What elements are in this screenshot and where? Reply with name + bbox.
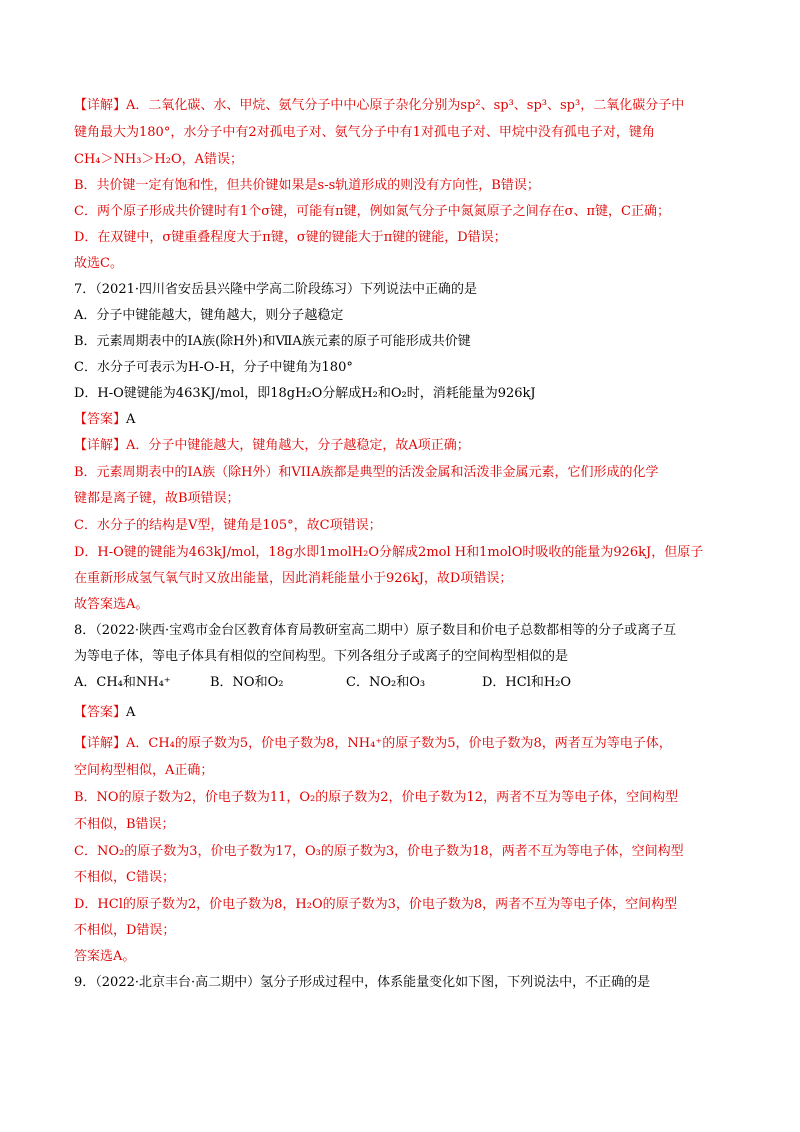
q7-explain-d-line-2: 在重新形成氢气氧气时又放出能量，因此消耗能量小于926kJ，故D项错误； bbox=[74, 571, 513, 586]
q7-final-answer: 故答案选A。 bbox=[74, 597, 149, 612]
q8-option-a: A．CH₄和NH₄⁺ bbox=[74, 675, 171, 690]
q7-option-d: D．H-O键键能为463KJ/mol，即18gH₂O分解成H₂和O₂时，消耗能量为926kJ bbox=[74, 386, 536, 401]
q8-explain-d-line-2: 不相似，D错误； bbox=[74, 923, 176, 938]
q8-stem-line-1: 8．（2022·陕西·宝鸡市金台区教育体育局教研室高二期中）原子数目和价电子总数都相等的分子或离子互 bbox=[74, 623, 677, 638]
q8-explain-b-line-2: 不相似，B错误； bbox=[74, 817, 175, 832]
q8-explain-a-line-2: 空间构型相似，A正确； bbox=[74, 763, 214, 778]
q8-final-answer: 答案选A。 bbox=[74, 949, 136, 964]
q7-option-c: C．水分子可表示为H-O-H，分子中键角为180° bbox=[74, 360, 353, 375]
q7-answer bbox=[74, 411, 734, 429]
q7-option-b: B．元素周期表中的ⅠA族(除H外)和ⅦA族元素的原子可能形成共价键 bbox=[74, 334, 471, 349]
q7-explain-a: 【详解】A．分子中键能越大，键角越大，分子越稳定，故A项正确； bbox=[74, 438, 470, 453]
q8-options bbox=[74, 674, 734, 692]
q8-explain-c-line-2: 不相似，C错误； bbox=[74, 870, 175, 885]
q7-option-a: A．分子中键能越大，键角越大，则分子越稳定 bbox=[74, 308, 344, 323]
answer-tag: 【答案】 bbox=[74, 412, 127, 427]
q8-option-b: B．NO和O₂ bbox=[210, 675, 284, 690]
q8-explain-d-line-1: D．HCl的原子数为2，价电子数为8，H₂O的原子数为3，价电子数为8，两者不互为等电子体，空间构型 bbox=[74, 897, 678, 912]
q6-explain-line-3: CH₄＞NH₃＞H₂O，A错误； bbox=[74, 152, 244, 167]
q9-stem: 9．（2022·北京丰台·高二期中）氢分子形成过程中，体系能量变化如下图，下列说法中，不正确的是 bbox=[74, 975, 651, 990]
q8-stem-line-2: 为等电子体，等电子体具有相似的空间构型。下列各组分子或离子的空间构型相似的是 bbox=[74, 649, 569, 664]
q8-answer bbox=[74, 704, 734, 722]
q8-option-d: D．HCl和H₂O bbox=[482, 675, 572, 690]
q7-explain-d-line-1: D．H-O键的键能为463kJ/mol，18g水即1molH₂O分解成2mol H和1molO时吸收的能量为926kJ，但原子 bbox=[74, 545, 704, 560]
q7-explain-c: C．水分子的结构是V型，键角是105°，故C项错误； bbox=[74, 518, 382, 533]
q8-explain-c-line-1: C．NO₂的原子数为3，价电子数为17，O₃的原子数为3，价电子数为18，两者不互为等电子体，空间构型 bbox=[74, 844, 684, 859]
answer-value: A bbox=[126, 705, 136, 720]
q6-explain-d: D．在双键中，σ键重叠程度大于π键，σ键的键能大于π键的键能，D错误； bbox=[74, 230, 507, 245]
q6-final-answer: 故选C。 bbox=[74, 256, 123, 271]
q8-explain-b-line-1: B．NO的原子数为2，价电子数为11，O₂的原子数为2，价电子数为12，两者不互为等电子体，空间构型 bbox=[74, 790, 679, 805]
q8-option-c: C．NO₂和O₃ bbox=[346, 675, 426, 690]
q7-stem: 7．（2021·四川省安岳县兴隆中学高二阶段练习）下列说法中正确的是 bbox=[74, 282, 477, 297]
q6-explain-line-1: 【详解】A．二氧化碳、水、甲烷、氨气分子中中心原子杂化分别为sp²、sp³、sp³、sp³，二氧化碳分子中 bbox=[74, 98, 685, 113]
q6-explain-b: B．共价键一定有饱和性，但共价键如果是s-s轨道形成的则没有方向性，B错误； bbox=[74, 178, 540, 193]
q7-explain-b-line-1: B．元素周期表中的IA族（除H外）和VIIA族都是典型的活泼金属和活泼非金属元素，它们形成的化学 bbox=[74, 465, 659, 480]
q6-explain-line-2: 键角最大为180°，水分子中有2对孤电子对、氨气分子中有1对孤电子对、甲烷中没有孤电子对，键角 bbox=[74, 125, 655, 140]
answer-tag: 【答案】 bbox=[74, 705, 127, 720]
q7-explain-b-line-2: 键都是离子键，故B项错误； bbox=[74, 491, 240, 506]
q6-explain-c: C．两个原子形成共价键时有1个σ键，可能有π键，例如氮气分子中氮氮原子之间存在σ、π键，C正确； bbox=[74, 204, 671, 219]
answer-value: A bbox=[126, 412, 136, 427]
q8-explain-a-line-1: 【详解】A．CH₄的原子数为5，价电子数为8，NH₄⁺的原子数为5，价电子数为8，两者互为等电子体， bbox=[74, 736, 672, 751]
